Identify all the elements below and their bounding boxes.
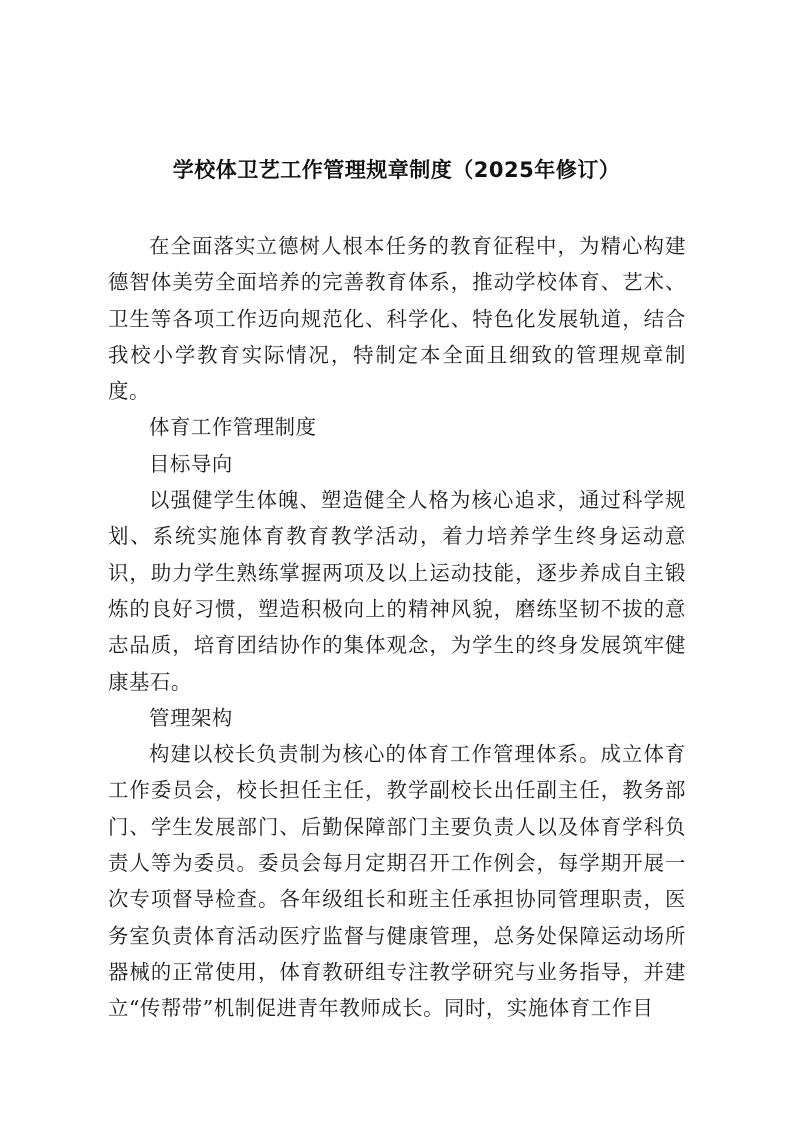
intro-paragraph: 在全面落实立德树人根本任务的教育征程中，为精心构建德智体美劳全面培养的完善教育体系，推动学校体育、艺术、卫生等各项工作迈向规范化、科学化、特色化发展轨道，结合我校小学教育实际情况，特制定本全面且细致的管理规章制度。 [108, 234, 686, 404]
document-body [108, 228, 686, 1027]
subsection-heading-structure: 管理架构 [149, 705, 233, 730]
section-heading-sports-management: 体育工作管理制度 [149, 415, 317, 440]
goals-paragraph: 以强健学生体魄、塑造健全人格为核心追求，通过科学规划、系统实施体育教育教学活动，着力培养学生终身运动意识，助力学生熟练掌握两项及以上运动技能，逐步养成自主锻炼的良好习惯，塑造积极向上的精神风貌，磨练坚韧不拔的意志品质，培育团结协作的集体观念，为学生的终身发展筑牢健康基石。 [108, 488, 686, 694]
document-title: 学校体卫艺工作管理规章制度（2025年修订） [172, 158, 621, 182]
subsection-heading-goals: 目标导向 [149, 451, 233, 476]
structure-paragraph: 构建以校长负责制为核心的体育工作管理体系。成立体育工作委员会，校长担任主任，教学副校长出任副主任，教务部门、学生发展部门、后勤保障部门主要负责人以及体育学科负责人等为委员。委员会每月定期召开工作例会，每学期开展一次专项督导检查。各年级组长和班主任承担协同管理职责，医务室负责体育活动医疗监督与健康管理，总务处保障运动场所器械的正常使用，体育教研组专注教学研究与业务指导，并建立“传帮带”机制促进青年教师成长。同时，实施体育工作目 [108, 742, 686, 1021]
